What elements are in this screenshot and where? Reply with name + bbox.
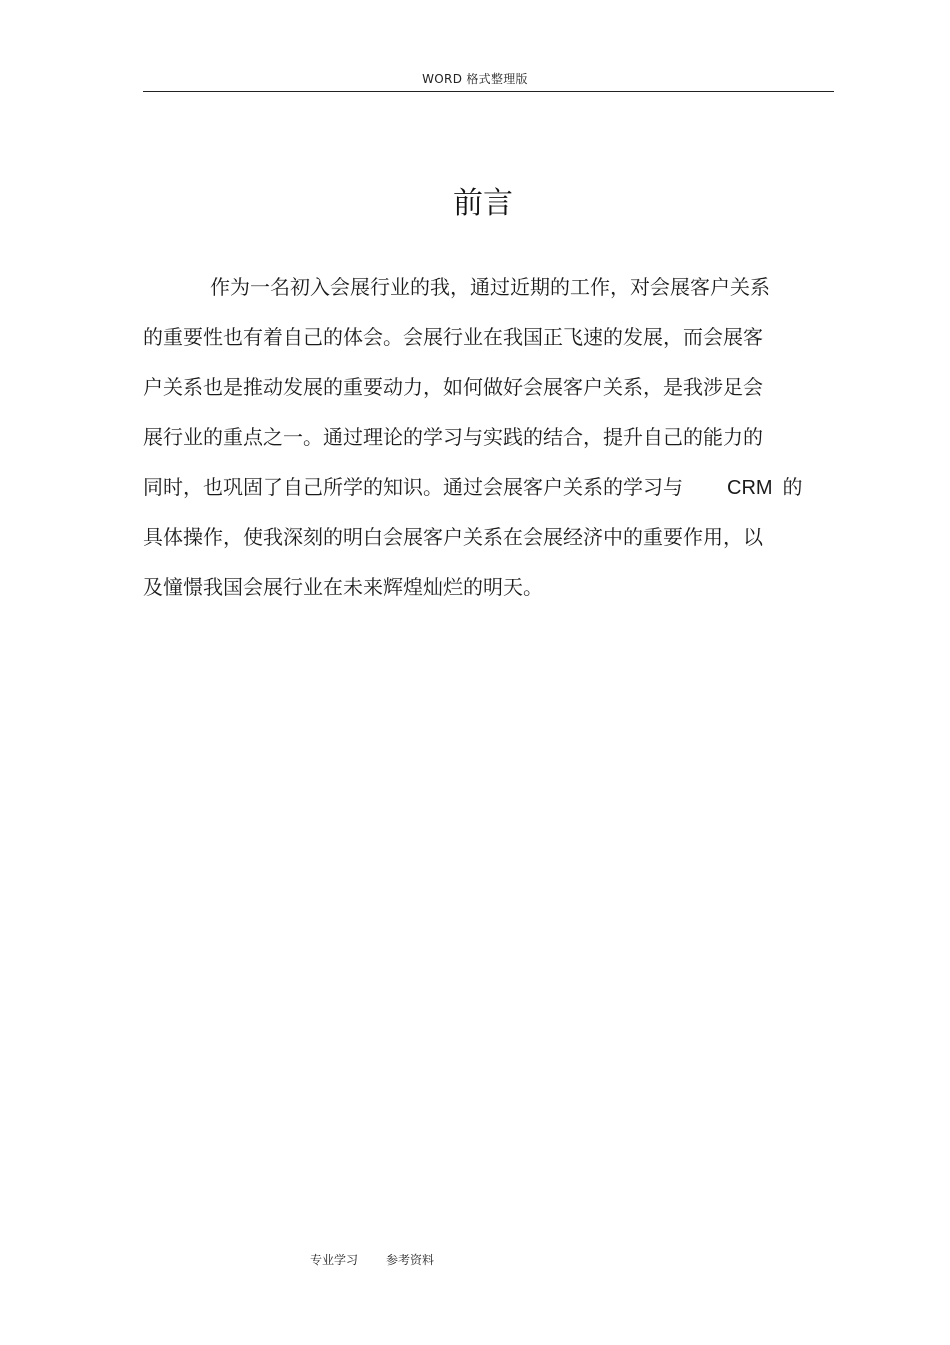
paragraph-line: 展行业的重点之一。通过理论的学习与实践的结合，提升自己的能力的 [143, 425, 763, 449]
page-header: WORD 格式整理版 [422, 72, 528, 86]
page-footer [310, 1251, 434, 1268]
paragraph-line-tail: 的 [782, 475, 803, 499]
preface-paragraph [143, 262, 843, 612]
header-divider [143, 91, 834, 92]
paragraph-line: 作为一名初入会展行业的我，通过近期的工作，对会展客户关系 [210, 275, 770, 299]
paragraph-line-text: 同时，也巩固了自己所学的知识。通过会展客户关系的学习与 [143, 475, 683, 499]
crm-term: CRM [727, 477, 773, 499]
paragraph-line: 户关系也是推动发展的重要动力，如何做好会展客户关系，是我涉足会 [143, 375, 763, 399]
footer-left-text: 专业学习 [310, 1253, 359, 1267]
paragraph-line: 的重要性也有着自己的体会。会展行业在我国正飞速的发展，而会展客 [143, 325, 763, 349]
paragraph-line: 及憧憬我国会展行业在未来辉煌灿烂的明天。 [143, 575, 543, 599]
page-title: 前言 [453, 186, 513, 221]
paragraph-line-crm [143, 462, 843, 512]
paragraph-line: 具体操作，使我深刻的明白会展客户关系在会展经济中的重要作用，以 [143, 525, 763, 549]
footer-right-text: 参考资料 [386, 1253, 435, 1267]
